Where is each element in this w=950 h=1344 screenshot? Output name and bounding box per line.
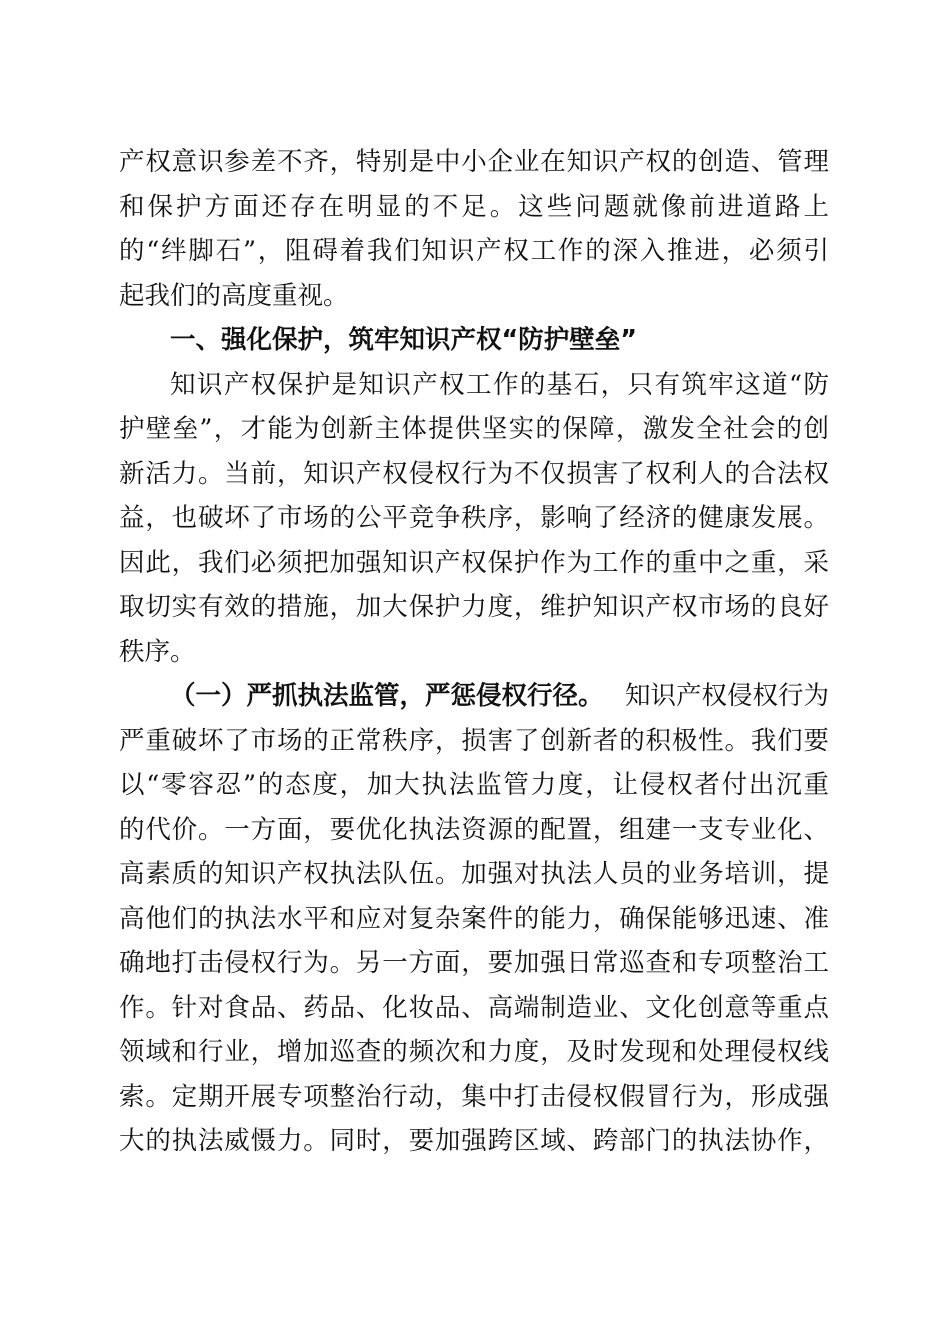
paragraph-line: 新活力。当前，知识产权侵权行为不仅损害了权利人的合法权 (119, 458, 829, 489)
section-heading: 一、强化保护，筑牢知识产权“防护壁垒” (170, 325, 638, 355)
subsection-lead-text: 知识产权侵权行为 (624, 681, 829, 711)
paragraph-line: 的代价。一方面，要优化执法资源的配置，组建一支专业化、 (119, 814, 829, 845)
paragraph-line: 高素质的知识产权执法队伍。加强对执法人员的业务培训，提 (119, 859, 829, 889)
paragraph-line: 秩序。 (119, 636, 196, 667)
paragraph-line: 高他们的执法水平和应对复杂案件的能力，确保能够迅速、准 (119, 903, 829, 934)
paragraph-line: 知识产权保护是知识产权工作的基石，只有筑牢这道“防 (170, 369, 829, 400)
paragraph-line: 以“零容忍”的态度，加大执法监管力度，让侵权者付出沉重 (119, 770, 829, 800)
paragraph-line: 严重破坏了市场的正常秩序，损害了创新者的积极性。我们要 (119, 725, 829, 756)
paragraph-line: 领域和行业，增加巡查的频次和力度，及时发现和处理侵权线 (119, 1037, 829, 1067)
paragraph-line: 取切实有效的措施，加大保护力度，维护知识产权市场的良好 (119, 592, 829, 622)
paragraph-line: 作。针对食品、药品、化妆品、高端制造业、文化创意等重点 (119, 992, 829, 1023)
paragraph-line: 大的执法威慑力。同时，要加强跨区域、跨部门的执法协作， (119, 1126, 829, 1156)
paragraph-line: 和保护方面还存在明显的不足。这些问题就像前进道路上 (119, 191, 829, 222)
paragraph-line: 的“绊脚石”，阻碍着我们知识产权工作的深入推进，必须引 (119, 236, 829, 266)
paragraph-line: 护壁垒”，才能为创新主体提供坚实的保障，激发全社会的创 (119, 414, 829, 444)
subsection-line (119, 674, 829, 719)
paragraph-line: 确地打击侵权行为。另一方面，要加强日常巡查和专项整治工 (119, 948, 829, 978)
paragraph-line: 产权意识参差不齐，特别是中小企业在知识产权的创造、管理 (119, 147, 829, 177)
paragraph-line: 益，也破坏了市场的公平竞争秩序，影响了经济的健康发展。 (119, 503, 829, 533)
paragraph-line: 索。定期开展专项整治行动，集中打击侵权假冒行为，形成强 (119, 1081, 829, 1112)
document-body (119, 140, 829, 1164)
paragraph-line: 因此，我们必须把加强知识产权保护作为工作的重中之重，采 (119, 547, 829, 578)
subsection-heading: （一）严抓执法监管，严惩侵权行径。 (170, 681, 604, 711)
paragraph-line: 起我们的高度重视。 (119, 280, 349, 311)
